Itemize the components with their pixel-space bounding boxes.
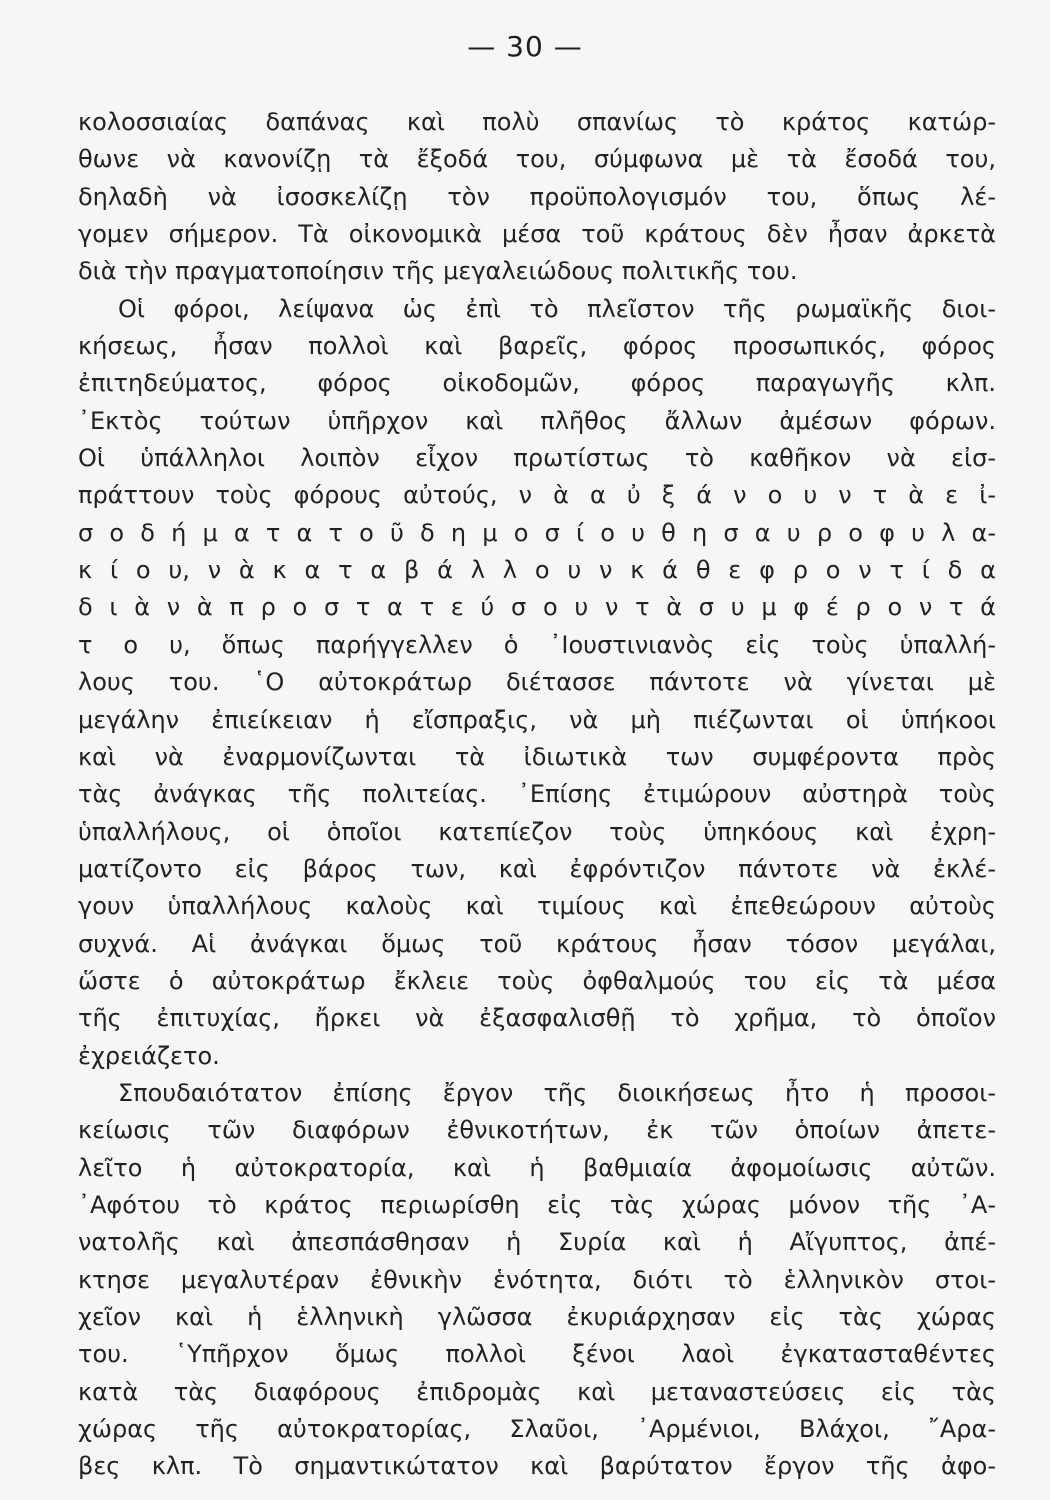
text-line: κείωσις τῶν διαφόρων ἐθνικοτήτων, ἐκ τῶν ὁποίων ἀπετε- (78, 1116, 996, 1145)
text-line: γουν ὑπαλλήλους καλοὺς καὶ τιμίους καὶ ἐπεθεώρουν αὐτοὺς (78, 892, 996, 921)
text-line: κτησε μεγαλυτέραν ἐθνικὴν ἑνότητα, διότι τὸ ἑλληνικὸν στοι- (78, 1265, 996, 1294)
text-line: ματίζοντο εἰς βάρος των, καὶ ἐφρόντιζον πάντοτε νὰ ἐκλέ- (78, 854, 996, 883)
text-line: ὑπαλλήλους, οἱ ὁποῖοι κατεπίεζον τοὺς ὑπηκόους καὶ ἐχρη- (78, 817, 996, 846)
text-line: ἐχρειάζετο. (78, 1041, 220, 1070)
text-line: λους του. ῾Ο αὐτοκράτωρ διέτασσε πάντοτε νὰ γίνεται μὲ (78, 668, 996, 697)
text-line: δ ι ὰ ν ὰ π ρ ο σ τ α τ ε ύ σ ο υ ν τ ὰ σ υ μ φ έ ρ ο ν τ ά (78, 593, 996, 622)
text-line: βες κλπ. Τὸ σημαντικώτατον καὶ βαρύτατον ἔργον τῆς ἀφο- (78, 1452, 996, 1481)
text-line: χεῖον καὶ ἡ ἑλληνικὴ γλῶσσα ἐκυριάρχησαν εἰς τὰς χώρας (78, 1303, 996, 1331)
body-text (78, 104, 996, 1486)
text-line: χώρας τῆς αὐτοκρατορίας, Σλαῦοι, ᾿Αρμένιοι, Βλάχοι, ῎Αρα- (78, 1415, 996, 1444)
text-line: Οἱ ὑπάλληλοι λοιπὸν εἶχον πρωτίστως τὸ καθῆκον νὰ εἰσ- (78, 444, 996, 473)
text-line: ὥστε ὁ αὐτοκράτωρ ἔκλειε τοὺς ὀφθαλμούς του εἰς τὰ μέσα (78, 966, 996, 995)
text-line: του. ῾Υπῆρχον ὅμως πολλοὶ ξένοι λαοὶ ἐγκατασταθέντες (78, 1340, 996, 1369)
text-line: νατολῆς καὶ ἀπεσπάσθησαν ἡ Συρία καὶ ἡ Αἴγυπτος, ἀπέ- (78, 1228, 996, 1257)
text-line: μεγάλην ἐπιείκειαν ἡ εἴσπραξις, νὰ μὴ πιέζωνται οἱ ὑπήκοοι (78, 705, 996, 734)
page-number: — 30 — (467, 30, 583, 63)
text-line: πράττουν τοὺς φόρους αὐτούς, ν ὰ α ὐ ξ ά ν ο υ ν τ ὰ ε ἰ- (78, 481, 996, 510)
text-line: τῆς ἐπιτυχίας, ἤρκει νὰ ἐξασφαλισθῇ τὸ χρῆμα, τὸ ὁποῖον (78, 1004, 996, 1033)
text-line: Σπουδαιότατον ἐπίσης ἔργον τῆς διοικήσεως ἦτο ἡ προσοι- (118, 1078, 996, 1107)
text-line: λεῖτο ἡ αὐτοκρατορία, καὶ ἡ βαθμιαία ἀφομοίωσις αὐτῶν. (78, 1153, 996, 1182)
text-line: σ ο δ ή μ α τ α τ ο ῦ δ η μ ο σ ί ο υ θ η σ α υ ρ ο φ υ λ α- (78, 518, 996, 547)
text-line: κολοσσιαίας δαπάνας καὶ πολὺ σπανίως τὸ κράτος κατώρ- (78, 108, 996, 136)
text-line: Οἱ φόροι, λείψανα ὡς ἐπὶ τὸ πλεῖστον τῆς ρωμαϊκῆς διοι- (118, 294, 996, 323)
text-line: τὰς ἀνάγκας τῆς πολιτείας. ᾿Επίσης ἐτιμώρουν αὐστηρὰ τοὺς (78, 780, 996, 809)
text-line: καὶ νὰ ἐναρμονίζωνται τὰ ἰδιωτικὰ των συμφέροντα πρὸς (78, 742, 996, 771)
text-line: κήσεως, ἦσαν πολλοὶ καὶ βαρεῖς, φόρος προσωπικός, φόρος (78, 332, 996, 361)
text-line: κ ί ο υ, ν ὰ κ α τ α β ά λ λ ο υ ν κ ά θ ε φ ρ ο ν τ ί δ α (78, 556, 996, 585)
text-line: δηλαδὴ νὰ ἰσοσκελίζῃ τὸν προϋπολογισμόν του, ὅπως λέ- (78, 182, 996, 211)
text-line: ἐπιτηδεύματος, φόρος οἰκοδομῶν, φόρος παραγωγῆς κλπ. (78, 369, 996, 398)
text-line: θωνε νὰ κανονίζῃ τὰ ἔξοδά του, σύμφωνα μὲ τὰ ἔσοδά του, (78, 145, 996, 174)
text-line: ᾿Αφότου τὸ κράτος περιωρίσθη εἰς τὰς χώρας μόνον τῆς ᾿Α- (78, 1190, 996, 1219)
text-line: διὰ τὴν πραγματοποίησιν τῆς μεγαλειώδους πολιτικῆς του. (78, 257, 798, 286)
text-line: κατὰ τὰς διαφόρους ἐπιδρομὰς καὶ μεταναστεύσεις εἰς τὰς (78, 1377, 996, 1406)
text-line: τ ο υ, ὅπως παρήγγελλεν ὁ ᾿Ιουστινιανὸς εἰς τοὺς ὑπαλλή- (78, 630, 996, 659)
text-line: συχνά. Αἱ ἀνάγκαι ὅμως τοῦ κράτους ἦσαν τόσον μεγάλαι, (78, 929, 996, 958)
text-line: γομεν σήμερον. Τὰ οἰκονομικὰ μέσα τοῦ κράτους δὲν ἦσαν ἀρκετὰ (78, 220, 996, 249)
text-line: ᾿Εκτὸς τούτων ὑπῆρχον καὶ πλῆθος ἄλλων ἀμέσων φόρων. (78, 406, 996, 435)
